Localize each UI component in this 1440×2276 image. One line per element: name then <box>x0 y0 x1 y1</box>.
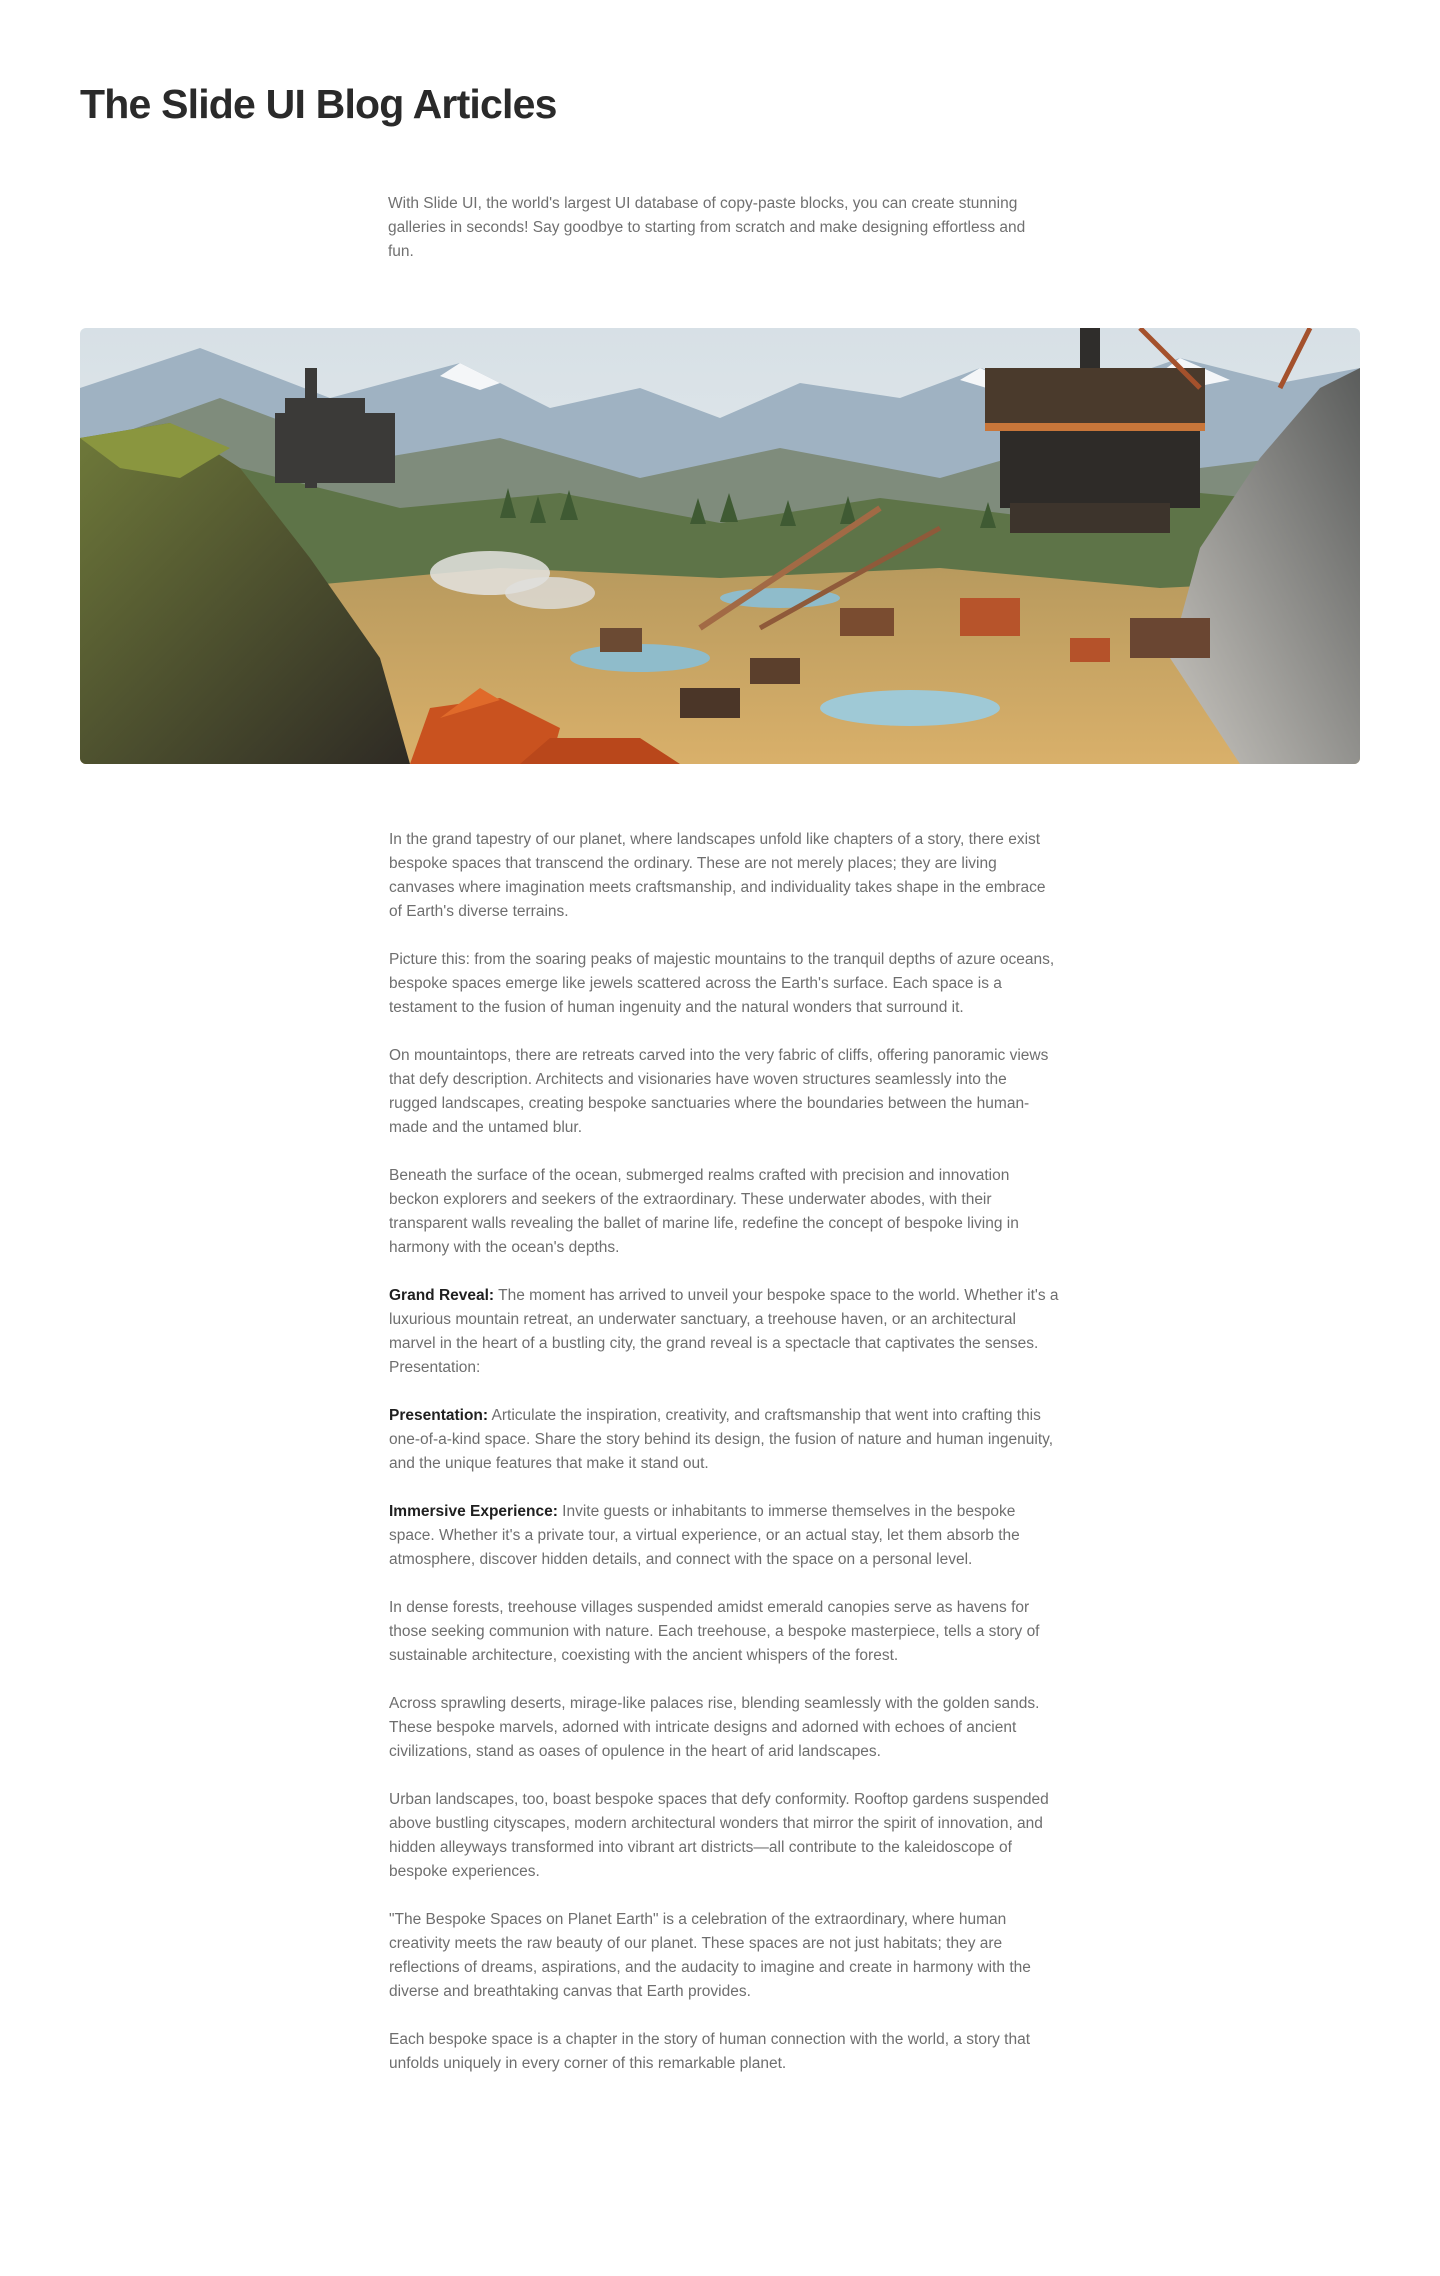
page-title: The Slide UI Blog Articles <box>80 81 557 127</box>
article-paragraph: In dense forests, treehouse villages suspended amidst emerald canopies serve as havens for those seeking communion with nature. Each treehouse, a bespoke masterpiece, tells a story of sustainable architecture, coexisting with the ancient whispers of the forest. <box>389 1599 1040 1664</box>
article-paragraph: In the grand tapestry of our planet, where landscapes unfold like chapters of a story, there exist bespoke spaces that transcend the ordinary. These are not merely places; they are living canvases where imagination meets craftsmanship, and individuality takes shape in the embrace of Earth's diverse terrains. <box>389 831 1046 920</box>
article-paragraph: On mountaintops, there are retreats carved into the very fabric of cliffs, offering panoramic views that defy description. Architects and visionaries have woven structures seamlessly into the rugged landscapes, creating bespoke sanctuaries where the boundaries between the human-made and the untamed blur. <box>389 1047 1049 1136</box>
article-paragraph: "The Bespoke Spaces on Planet Earth" is a celebration of the extraordinary, where human creativity meets the raw beauty of our planet. These spaces are not just habitats; they are reflections of dreams, aspirations, and the audacity to imagine and create in harmony with the diverse and breathtaking canvas that Earth provides. <box>389 1911 1031 2000</box>
article-paragraph: Across sprawling deserts, mirage-like palaces rise, blending seamlessly with the golden sands. These bespoke marvels, adorned with intricate designs and adorned with echoes of ancient civilizations, stand as oases of opulence in the heart of arid landscapes. <box>389 1695 1040 1760</box>
hero-image <box>80 328 1360 764</box>
grand-reveal-tail: Presentation: <box>389 1359 481 1376</box>
article-paragraph: Each bespoke space is a chapter in the story of human connection with the world, a story that unfolds uniquely in every corner of this remarkable planet. <box>389 2031 1031 2072</box>
article-paragraph: Urban landscapes, too, boast bespoke spaces that defy conformity. Rooftop gardens suspended above bustling cityscapes, modern architectural wonders that mirror the spirit of innovation, and hidden alleyways transformed into vibrant art districts—all contribute to the kaleidoscope of bespoke experiences. <box>389 1791 1049 1880</box>
article-paragraph: Picture this: from the soaring peaks of majestic mountains to the tranquil depths of azure oceans, bespoke spaces emerge like jewels scattered across the Earth's surface. Each space is a testament to the fusion of human ingenuity and the natural wonders that surround it. <box>389 951 1055 1016</box>
grand-reveal-text: The moment has arrived to unveil your bespoke space to the world. Whether it's a luxurious mountain retreat, an underwater sanctuary, a treehouse haven, or an architectural marvel in the heart of a bustling city, the grand reveal is a spectacle that captivates the senses. <box>389 1287 1059 1352</box>
presentation-label: Presentation: <box>389 1407 489 1424</box>
presentation-text: Articulate the inspiration, creativity, and craftsmanship that went into crafting this one-of-a-kind space. Share the story behind its design, the fusion of nature and human ingenuity, and the unique features that make it stand out. <box>389 1407 1054 1472</box>
immersive-paragraph <box>389 1500 1059 1572</box>
grand-reveal-paragraph <box>389 1284 1059 1380</box>
immersive-text: Invite guests or inhabitants to immerse themselves in the bespoke space. Whether it's a private tour, a virtual experience, or an actual stay, let them absorb the atmosphere, discover hidden details, and connect with the space on a personal level. <box>389 1503 1020 1568</box>
grand-reveal-label: Grand Reveal: <box>389 1287 495 1304</box>
presentation-paragraph <box>389 1404 1059 1476</box>
article-paragraph: Beneath the surface of the ocean, submerged realms crafted with precision and innovation beckon explorers and seekers of the extraordinary. These underwater abodes, with their transparent walls revealing the ballet of marine life, redefine the concept of bespoke living in harmony with the ocean's depths. <box>389 1167 1019 1256</box>
intro-text: With Slide UI, the world's largest UI database of copy-paste blocks, you can create stunning galleries in seconds! Say goodbye to starting from scratch and make designing effortless and fun. <box>388 195 1026 260</box>
article-body <box>389 828 1059 2100</box>
immersive-label: Immersive Experience: <box>389 1503 558 1520</box>
